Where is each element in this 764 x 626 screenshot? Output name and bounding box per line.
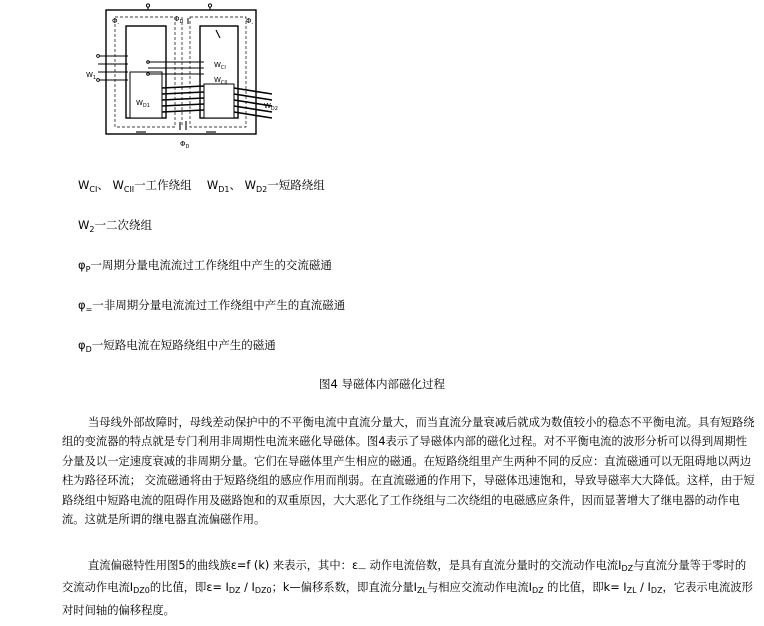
legend-dc-flux: $\varphi_=$一非周期分量电流流过工作绕组中产生的直流磁通 [78, 298, 346, 314]
svg-text:WD2: $W_{D2}$ [264, 102, 278, 112]
legend-ac-flux: $\varphi_P$一周期分量电流流过工作绕组中产生的交流磁通 [78, 258, 332, 274]
svg-text:WCII: $W_{CII}$ [214, 76, 228, 86]
legend-secondary-winding: $W_2$一二次绕组 [78, 218, 152, 234]
paragraph-dc-bias: 直流偏磁特性用图5的曲线族ε=f (k) 来表示，其中：$\varepsilon_—$ 动作电流倍数，是具有直流分量时的交流动作电流$I_{DZ}$与直流分量等于零时的交流动作电流$I_{DZ0}$的比值，即$\varepsilon= I_{DZ} / I_{DZ0}$；k—偏移系数，即直流分量$I_{ZL}$与相应交流动作电流$I_{DZ}$ 的比值，即$k= I_{ZL} / I_{DZ}$，它表示电流波形对时间轴的偏移程度。 [62, 559, 753, 617]
paragraph-magnetization: 当母线外部故障时，母线差动保护中的不平衡电流中直流分量大，而当直流分量衰减后就成为数值较小的稳态不平衡电流。具有短路绕组的变流器的特点就是专门利用非周期性电流来磁化导磁体。图4表示了导磁体内部的磁化过程。对不平衡电流的波形分析可以得到周期性分量及以一定速度衰减的非周期分量。它们在导磁体里产生相应的磁通。在短路绕组里产生两种不同的反应：直流磁通可以无阻碍地以两边柱为路径环流； 交流磁通将由于短路绕组的感应作用而削弱。在直流磁通的作用下，导磁体迅速饱和，导致导磁率大大降低。这样，由于短路绕组中短路电流的阻碍作用及磁路饱和的双重原因，大大恶化了工作绕组与二次绕组的电磁感应条件，因而显著增大了继电器的动作电流。这就是所谓的继电器直流偏磁作用。 [62, 416, 755, 527]
svg-text:ΦD: $\Phi_D$ [180, 140, 190, 150]
svg-text:Φ-: $\Phi_-$ [246, 17, 254, 27]
legend-working-short-winding: $W_{CI}$、 $W_{CII}$一工作绕组 $W_{D1}$、 $W_{D2}$一短路绕组 [78, 178, 325, 194]
svg-text:Φ-: $\Phi_-$ [112, 17, 120, 27]
svg-text:ΦD: $\Phi_D$ [174, 15, 184, 25]
svg-text:WCI: $W_{CI}$ [214, 61, 226, 71]
phi-left-label: Φ [112, 17, 118, 25]
wci-label: W [214, 61, 221, 69]
phi-right-label: Φ [246, 17, 252, 25]
wd2-label: W [264, 102, 271, 110]
phi-top-label: Φ [174, 15, 180, 23]
w1-label: W [86, 71, 93, 79]
phi-bottom-label: Φ [180, 140, 186, 148]
svg-text:W1: $W_1$ [86, 71, 97, 81]
magnetization-diagram [86, 4, 286, 154]
wd1-label: W [136, 99, 143, 107]
wcii-label: W [214, 76, 221, 84]
legend-short-flux: $\varphi_D$一短路电流在短路绕组中产生的磁通 [78, 338, 276, 354]
figure-caption: 图4 导磁体内部磁化过程 [319, 377, 445, 391]
svg-text:WD1: $W_{D1}$ [136, 99, 150, 109]
